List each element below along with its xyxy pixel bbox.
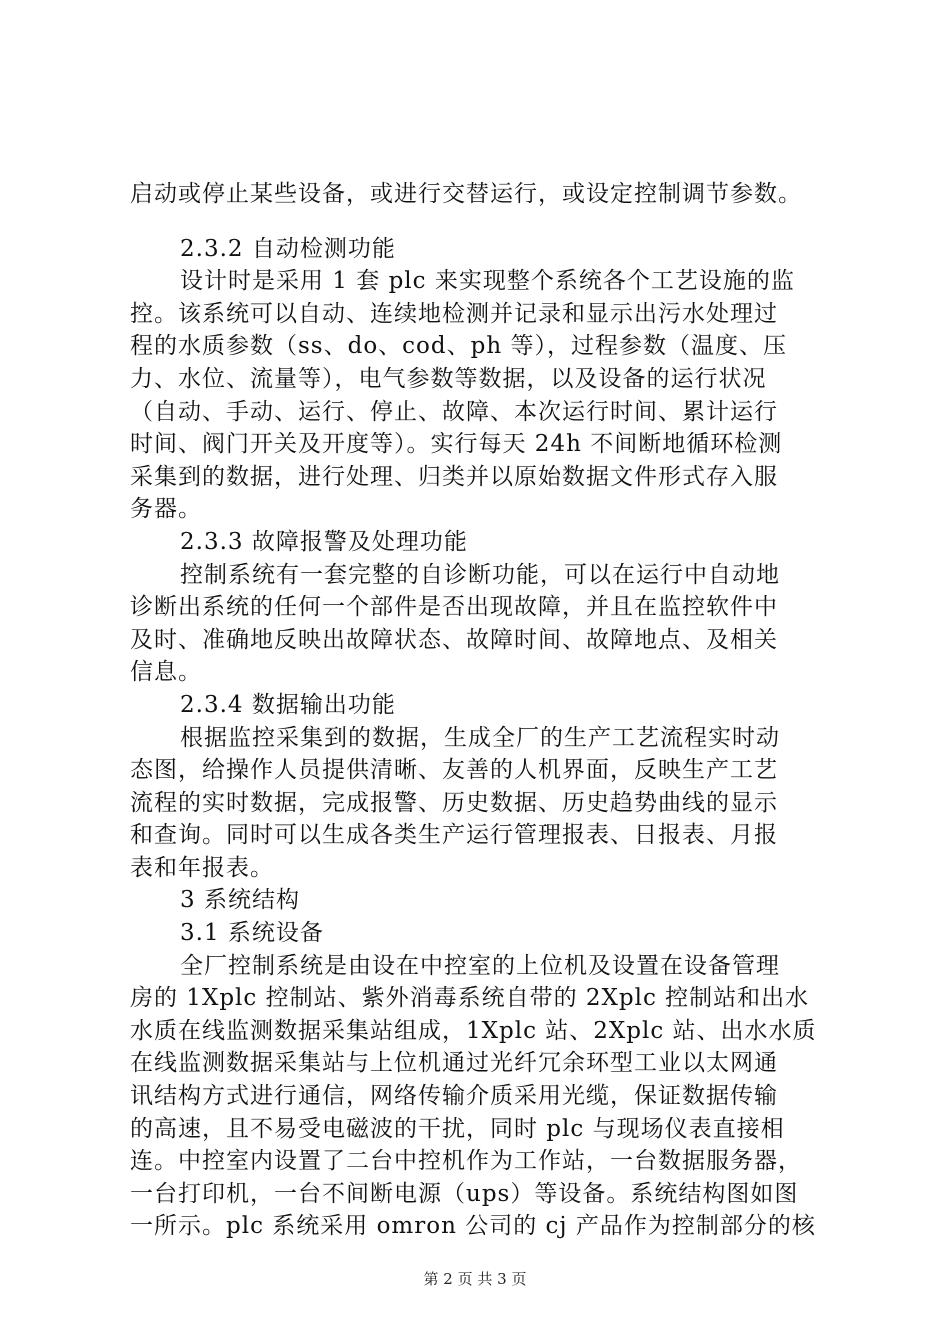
text-line: 水质在线监测数据采集站组成，1Xplc 站、2Xplc 站、出水水质: [130, 1017, 817, 1044]
text-line: 时间、阀门开关及开度等）。实行每天 24h 不间断地循环检测: [130, 431, 783, 458]
text-line: 程的水质参数（ss、do、cod、ph 等），过程参数（温度、压: [130, 333, 787, 360]
section-heading-2-3-3: 2.3.3 故障报警及处理功能: [180, 528, 468, 555]
text-line: 表和年报表。: [130, 854, 274, 881]
text-line: 设计时是采用 1 套 plc 来实现整个系统各个工艺设施的监: [180, 268, 795, 295]
text-line: 诊断出系统的任何一个部件是否出现故障，并且在监控软件中: [130, 594, 778, 621]
body-text: [130, 178, 845, 1243]
text-line: 在线监测数据采集站与上位机通过光纤冗余环型工业以太网通: [130, 1050, 778, 1077]
section-heading-3-1: 3.1 系统设备: [180, 920, 324, 947]
text-line: 房的 1Xplc 控制站、紫外消毒系统自带的 2Xplc 控制站和出水: [130, 985, 810, 1012]
text-line: 一台打印机，一台不间断电源（ups）等设备。系统结构图如图: [130, 1180, 799, 1207]
text-line: 务器。: [130, 496, 202, 523]
section-heading-2-3-2: 2.3.2 自动检测功能: [180, 235, 396, 262]
text-line: （自动、手动、运行、停止、故障、本次运行时间、累计运行: [130, 398, 778, 425]
text-line: 启动或停止某些设备，或进行交替运行，或设定控制调节参数。: [130, 181, 802, 207]
text-line: 态图，给操作人员提供清晰、友善的人机界面，反映生产工艺: [130, 757, 778, 784]
text-line: 控制系统有一套完整的自诊断功能，可以在运行中自动地: [180, 561, 780, 588]
text-line: 连。中控室内设置了二台中控机作为工作站，一台数据服务器，: [130, 1148, 802, 1175]
text-line: 力、水位、流量等），电气参数等数据，以及设备的运行状况: [130, 365, 767, 392]
text-line: 流程的实时数据，完成报警、历史数据、历史趋势曲线的显示: [130, 789, 778, 816]
text-line: 采集到的数据，进行处理、归类并以原始数据文件形式存入服: [130, 463, 778, 490]
text-line: 控。该系统可以自动、连续地检测并记录和显示出污水处理过: [130, 300, 778, 327]
text-line: 根据监控采集到的数据，生成全厂的生产工艺流程实时动: [180, 724, 780, 751]
text-line: 及时、准确地反映出故障状态、故障时间、故障地点、及相关: [130, 626, 778, 653]
text-line: 一所示。plc 系统采用 omron 公司的 cj 产品作为控制部分的核: [130, 1213, 816, 1240]
text-line: 和查询。同时可以生成各类生产运行管理报表、日报表、月报: [130, 822, 778, 849]
text-line: 全厂控制系统是由设在中控室的上位机及设置在设备管理: [180, 952, 780, 979]
section-heading-2-3-4: 2.3.4 数据输出功能: [180, 691, 396, 718]
text-line: 的高速，且不易受电磁波的干扰，同时 plc 与现场仪表直接相: [130, 1115, 785, 1142]
section-heading-3: 3 系统结构: [180, 887, 300, 914]
blank-line: [130, 211, 845, 233]
page-number-footer: 第 2 页 共 3 页: [423, 1270, 527, 1288]
text-line: 讯结构方式进行通信，网络传输介质采用光缆，保证数据传输: [130, 1083, 778, 1110]
text-line: 信息。: [130, 659, 202, 686]
